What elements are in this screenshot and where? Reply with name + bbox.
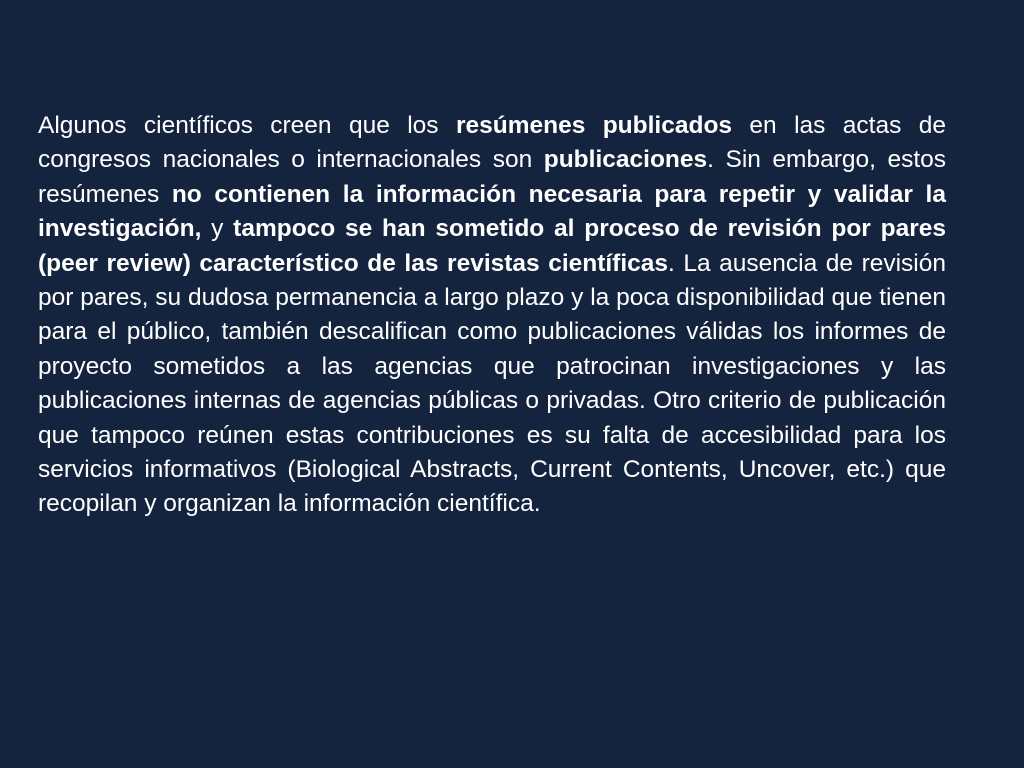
bold-text-segment: resúmenes publicados — [455, 112, 733, 139]
bold-text-segment: no contienen la información necesaria para repetir y validar la investigación, — [38, 180, 946, 243]
text-segment: y — [201, 215, 234, 243]
bold-text-segment: publicaciones — [543, 146, 708, 174]
body-paragraph — [38, 109, 946, 522]
text-segment: en las actas de congresos nacionales o internacionales son — [38, 112, 946, 174]
bold-text-segment: tampoco se han sometido al proceso de revisión por pares (peer review) característico de las revistas científicas — [38, 215, 946, 277]
text-segment: . Sin embargo, estos resúmenes — [38, 146, 947, 208]
text-segment: Algunos científicos creen que los — [38, 112, 456, 139]
text-segment: . La ausencia de revisión por pares, su dudosa permanencia a largo plazo y la poca disponibilidad que tienen para el público, también descalifican como publicaciones válidas los informes de proyecto sometidos a las agencias que patrocinan investigaciones y las publicaciones internas de agencias públicas o privadas. Otro criterio de publicación que tampoco reúnen estas contribuciones es su falta de accesibilidad para los servicios informativos (Biological Abstracts, Current Contents, Uncover, etc.) que recopilan y organizan la información científica. — [38, 249, 946, 518]
